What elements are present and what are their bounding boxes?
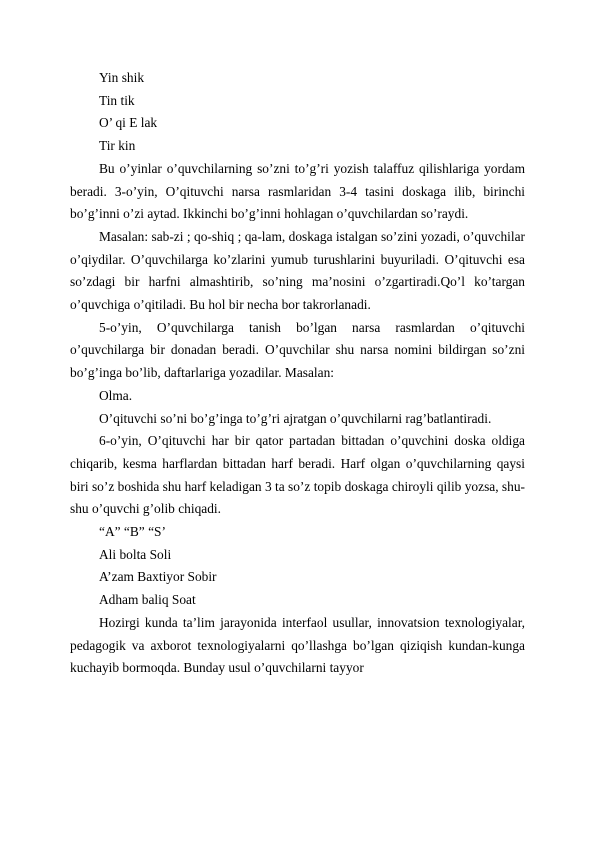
paragraph-yin-shik: Yin shik bbox=[99, 70, 145, 85]
paragraph-tin-tik: Tin tik bbox=[99, 92, 135, 108]
paragraph-word-row-3: Adham baliq Soat bbox=[99, 592, 196, 608]
paragraph-olma: Olma. bbox=[99, 387, 133, 403]
paragraph-word-row-1: Ali bolta Soli bbox=[99, 546, 172, 562]
paragraph-oqi-e-lak: O’ qi E lak bbox=[99, 115, 158, 131]
paragraph-letters: “A” “B” “S’ bbox=[99, 524, 166, 540]
paragraph-game-5: 5-o’yin, O’quvchilarga tanish bo’lgan narsa rasmlardan o’qituvchi o’quvchilarga bir donadan beradi. O’quvchilar shu narsa nomini bildirgan so’zni bo’g’inga bo’lib, daftarlariga yozadilar. Masalan: bbox=[70, 319, 525, 381]
paragraph-game-6: 6-o’yin, O’qituvchi har bir qator partadan bittadan o’quvchini doska oldiga chiqarib, kesma harflardan bittadan harf beradi. Harf olgan o’quvchilarning qaysi biri so’z boshida shu harf keladigan 3 ta so’z topib doskaga chiroyli qilib yozsa, shu-shu o’quvchi g’olib chiqadi. bbox=[70, 433, 525, 517]
document-page bbox=[70, 67, 525, 680]
paragraph-interactive-methods: Hozirgi kunda ta’lim jarayonida interfaol usullar, innovatsion texnologiyalar, pedagogik va axborot texnologiyalarni qo’llashga bo’lgan qiziqish kundan-kunga kuchayib bormoqda. Bunday usul o’quvchilarni tayyor bbox=[70, 614, 525, 676]
paragraph-game-explanation: Bu o’yinlar o’quvchilarning so’zni to’g’ri yozish talaffuz qilishlariga yordam beradi. 3-o’yin, O’qituvchi narsa rasmlaridan 3-4 tasini doskaga ilib, birinchi bo’g’inni o’zi aytad. Ikkinchi bo’g’inni hohlagan o’quvchilardan so’raydi. bbox=[70, 160, 525, 222]
paragraph-teacher-encourages: O’qituvchi so’ni bo’g’inga to’g’ri ajratgan o’quvchilarni rag’batlantiradi. bbox=[99, 410, 492, 426]
paragraph-tir-kin: Tir kin bbox=[99, 138, 136, 154]
paragraph-word-row-2: A’zam Baxtiyor Sobir bbox=[99, 569, 217, 585]
paragraph-example-masalan: Masalan: sab-zi ; qo-shiq ; qa-lam, doskaga istalgan so’zini yozadi, o’quvchilar o’qiydilar. O’quvchilarga ko’zlarini yumub turushlarini buyuriladi. O’qituvchi esa so’zdagi bir harfni almashtirib, so’ning ma’nosini o’zgartiradi.Qo’l ko’targan o’quvchiga o’qitiladi. Bu hol bir necha bor takrorlanadi. bbox=[70, 228, 525, 313]
